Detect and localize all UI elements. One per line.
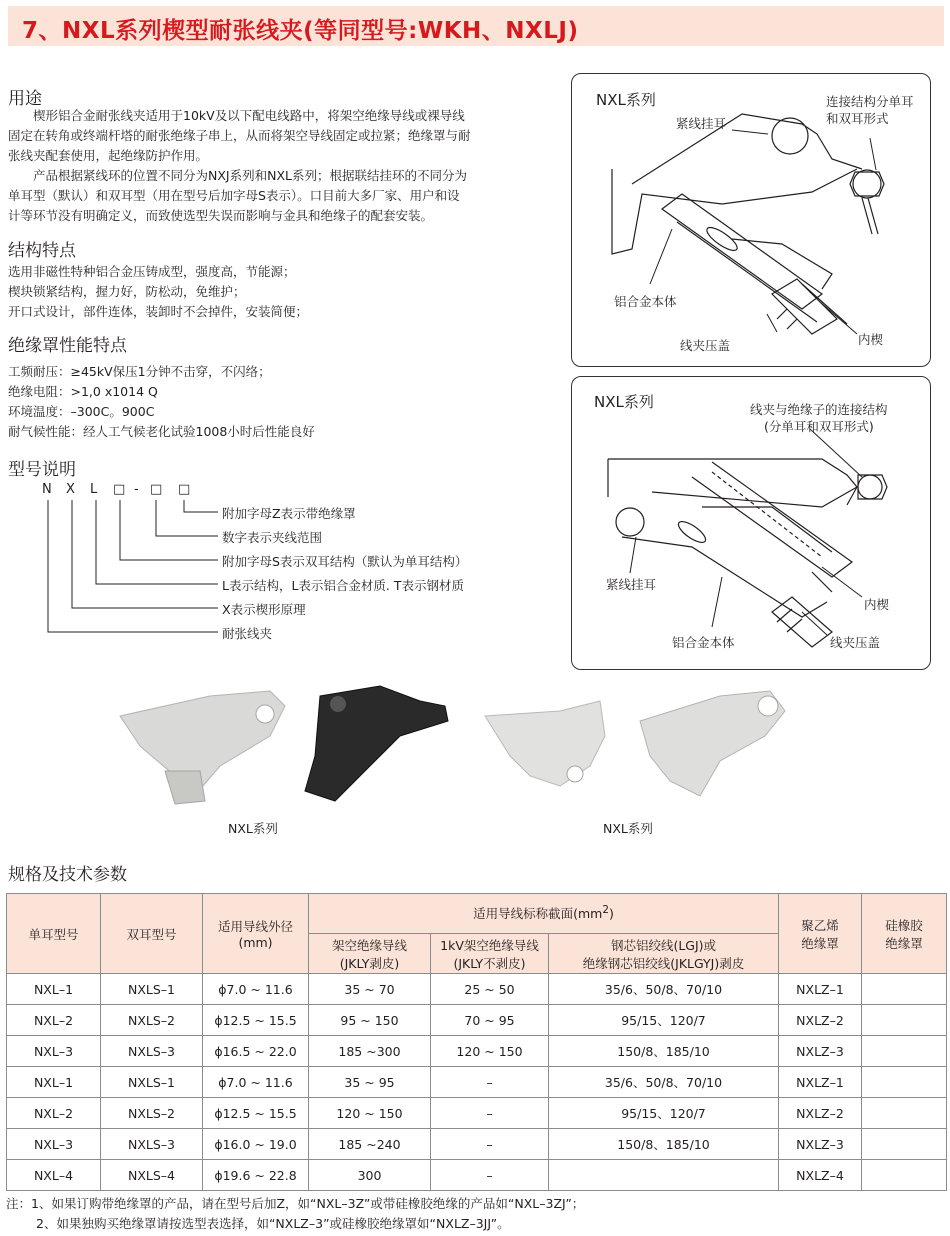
photo-clamp-silver-2 — [485, 701, 605, 786]
table-row: NXL–2 NXLS–2 ϕ12.5 ~ 15.5 120 ~ 150 – 95/15、120/7 NXLZ–2 — [7, 1098, 947, 1129]
header-single-ear: 单耳型号 — [7, 894, 101, 974]
structure-heading: 结构特点 — [8, 241, 76, 261]
header-sub-overhead: 架空绝缘导线 (JKLY剥皮) — [309, 934, 431, 974]
photo-clamp-black — [305, 686, 448, 801]
usage-text: 楔形铝合金耐张线夹适用于10kV及以下配电线路中，将架空绝缘导线或裸导线 固定在转角或终端杆塔的耐张绝缘子串上，从而将架空导线固定或拉紧；绝缘罩与耐 张线夹配套使用，起绝缘防护作用。 产品根据紧线环的位置不同分为NXJ系列和NXL系列；根据联结挂环的不同分为 单耳型（默认）和双耳型（用在型号后加字母S表示）。口目前大多厂家、用户和设 计等环节没有明确定义，而致使选型失误而影响与金具和绝缘子的配套安装。 — [8, 108, 471, 223]
title-banner — [8, 6, 944, 46]
diagram-panel-top: NXL系列 紧线挂耳 连接结构分单耳 和双耳形式 铝合金本体 线夹压盖 内楔 — [571, 73, 931, 367]
photo-clamp-silver-1 — [120, 691, 285, 804]
table-row: NXL–2 NXLS–2 ϕ12.5 ~ 15.5 95 ~ 150 70 ~ 95 95/15、120/7 NXLZ–2 — [7, 1005, 947, 1036]
header-si-cover: 硅橡胶 绝缘罩 — [862, 894, 947, 974]
clamp-drawing-bottom — [572, 377, 930, 669]
photo-caption-right: NXL系列 — [603, 821, 653, 836]
page-title: 7、NXL系列楔型耐张线夹(等同型号:WKH、NXLJ) — [22, 18, 579, 44]
model-code-diagram: N X L □ - □ □ 附加字母Z表示带绝缘罩 数字表示夹线范围 附加字母S表示双耳结构（默认为单耳结构） L表示结构，L表示铝合金材质. T表示钢材质 X表示楔形原理 耐张线夹 — [0, 476, 560, 646]
photo-caption-left: NXL系列 — [228, 821, 278, 836]
product-photos — [0, 676, 950, 836]
insulation-text: 工频耐压：≥45kV保压1分钟不击穿，不闪络； 绝缘电阻：>1,0 x1014 Q 环境温度：–300C。900C 耐气候性能：经人工气候老化试验1008小时后性能良好 — [8, 364, 315, 439]
table-row: NXL–3 NXLS–3 ϕ16.5 ~ 22.0 185 ~300 120 ~ 150 150/8、185/10 NXLZ–3 — [7, 1036, 947, 1067]
table-row: NXL–3 NXLS–3 ϕ16.0 ~ 19.0 185 ~240 – 150/8、185/10 NXLZ–3 — [7, 1129, 947, 1160]
header-sub-steel: 钢芯铝绞线(LGJ)或 绝缘钢芯铝绞线(JKLGYJ)剥皮 — [549, 934, 779, 974]
diagram-panel-bottom: NXL系列 线夹与绝缘子的连接结构 (分单耳和双耳形式) 紧线挂耳 内楔 铝合金本体 线夹压盖 — [571, 376, 931, 670]
photo-clamp-silver-3 — [640, 691, 785, 796]
header-double-ear: 双耳型号 — [101, 894, 203, 974]
header-pe-cover: 聚乙烯 绝缘罩 — [779, 894, 862, 974]
structure-text: 选用非磁性特种铝合金压铸成型，强度高，节能源； 楔块锁紧结构，握力好，防松动，免维护； 开口式设计，部件连体，装卸时不会掉件，安装简便； — [8, 264, 309, 319]
spec-table — [6, 893, 947, 1191]
header-section: 适用导线标称截面$(mm^2)$ — [309, 894, 779, 934]
note-1: 注：1、如果订购带绝缘罩的产品，请在型号后加Z，如“NXL–3Z”或带硅橡胶绝缘的产品如“NXL–3ZJ”； — [6, 1196, 585, 1211]
table-row: NXL–1 NXLS–1 ϕ7.0 ~ 11.6 35 ~ 70 25 ~ 50 35/6、50/8、70/10 NXLZ–1 — [7, 974, 947, 1005]
spec-heading: 规格及技术参数 — [8, 865, 127, 885]
table-row: NXL–1 NXLS–1 ϕ7.0 ~ 11.6 35 ~ 95 – 35/6、50/8、70/10 NXLZ–1 — [7, 1067, 947, 1098]
insulation-heading: 绝缘罩性能特点 — [8, 336, 127, 356]
note-2: 2、如果独购买绝缘罩请按选型表选择，如“NXLZ–3”或硅橡胶绝缘罩如“NXLZ–3JJ”。 — [36, 1216, 510, 1231]
usage-heading: 用途 — [8, 89, 42, 109]
header-sub-1kv: 1kV架空绝缘导线 (JKLY不剥皮) — [431, 934, 549, 974]
header-diameter: 适用导线外径 (mm) — [203, 894, 309, 974]
table-row: NXL–4 NXLS–4 ϕ19.6 ~ 22.8 300 – NXLZ–4 — [7, 1160, 947, 1191]
model-heading: 型号说明 — [8, 460, 76, 480]
